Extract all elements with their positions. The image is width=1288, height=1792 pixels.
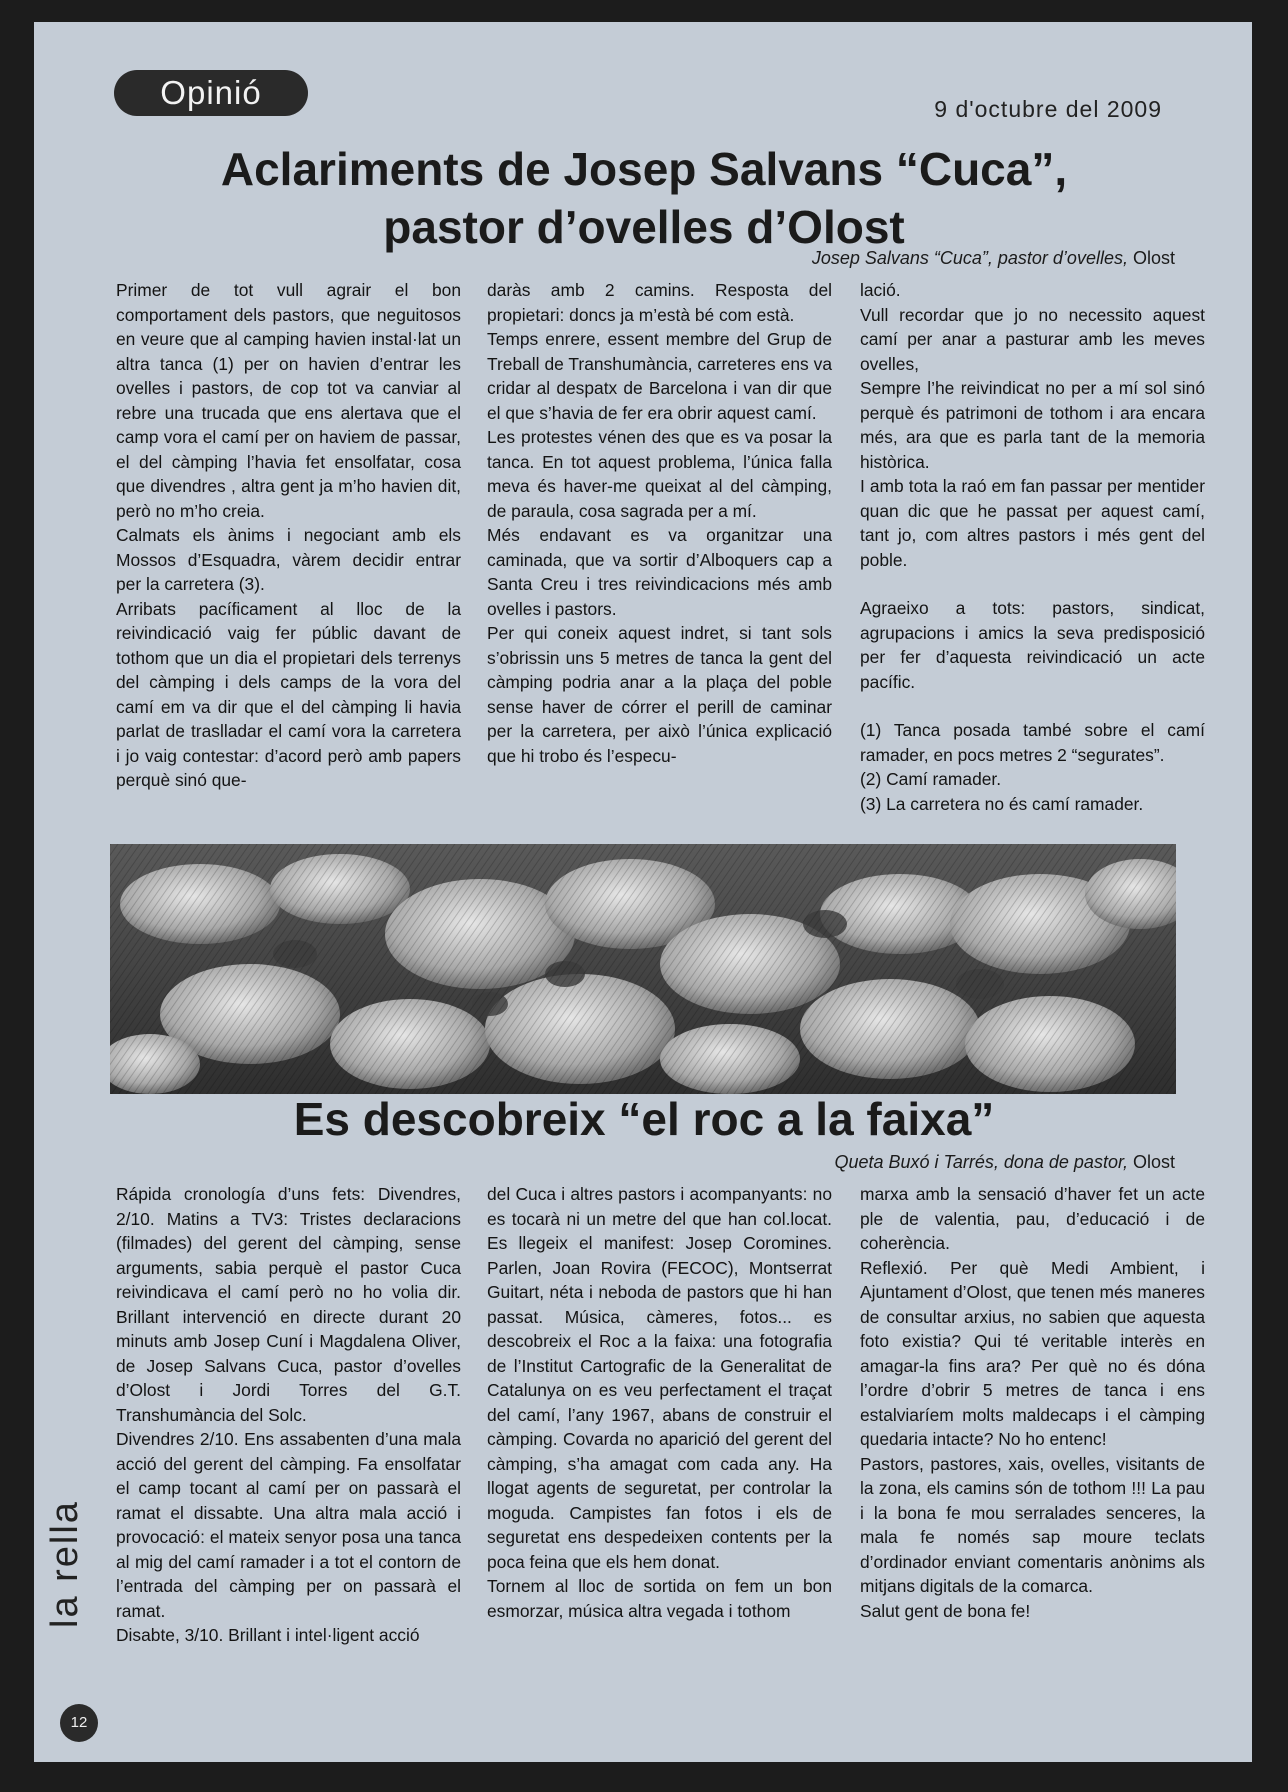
paragraph: Agraeixo a tots: pastors, sindicat, agrupacions i amics la seva predisposició per fer d’aquesta reivindicació un acte pacífic.	[860, 598, 1205, 692]
article2-column-3	[860, 1182, 1205, 1623]
article1-title-line2: pastor d’ovelles d’Olost	[383, 201, 905, 253]
article2-byline-place: Olost	[1132, 1152, 1175, 1172]
paragraph: lació.	[860, 280, 901, 300]
footnote: (2) Camí ramader.	[860, 769, 1002, 789]
paragraph: Primer de tot vull agrair el bon comportament dels pastors, que neguitosos en veure que al camping havien instal·lat un altra tanca (1) per on havien d’entrar les ovelles i pastors, de cop tot va canviar al rebre una trucada que ens alertava que el camp vora el camí per on haviem de passar, el del càmping l’havia fet ensolfatar, cosa que divendres , altra gent ja m’ho havien dit, però no m’ho creia.	[116, 280, 461, 521]
paragraph: Pastors, pastores, xais, ovelles, visitants de la zona, els camins són de tothom !!! La pau i la bona fe mou serralades senceres, la mala fe només sap moure teclats d’ordinador enviant comentaris anònims als mitjans digitals de la comarca.	[860, 1453, 1205, 1596]
paragraph: Les protestes vénen des que es va posar la tanca. En tot aquest problema, l’única falla meva és haver-me queixat al del càmping, de paraula, cosa sagrada per a mí.	[487, 427, 832, 521]
article1-title-line1: Aclariments de Josep Salvans “Cuca”,	[220, 143, 1068, 195]
page-number: 12	[60, 1704, 98, 1742]
article1-column-3	[860, 278, 1205, 816]
paragraph: Tornem al lloc de sortida on fem un bon esmorzar, música altra vegada i tothom	[487, 1576, 832, 1621]
issue-date: 9 d'octubre del 2009	[934, 96, 1162, 122]
publication-name: la rella	[44, 1500, 86, 1628]
paragraph: Temps enrere, essent membre del Grup de Treball de Transhumància, carreteres ens va cridar al despatx de Barcelona i van dir que el que s’havia de fer era obrir aquest camí.	[487, 329, 832, 423]
article1-byline-place: Olost	[1132, 248, 1175, 268]
paragraph: daràs amb 2 camins. Resposta del propietari: doncs ja m’està bé com està.	[487, 280, 832, 325]
article1-byline	[812, 248, 1175, 269]
footnote: (1) Tanca posada també sobre el camí ramader, en pocs metres 2 “segurates”.	[860, 720, 1205, 765]
article1-byline-role: Josep Salvans “Cuca”, pastor d’ovelles,	[811, 248, 1128, 268]
paragraph: del Cuca i altres pastors i acompanyants: no es tocarà ni un metre del que han col.locat. Es llegeix el manifest: Josep Coromines. Parlen, Joan Rovira (FECOC), Montserrat Guitart, néta i neboda de pastors que hi han passat. Música, càmeres, fotos... es descobreix el Roc a la faixa: una fotografia de l’Institut Cartografic de la Generalitat de Catalunya on es veu perfectament el traçat del camí, l’any 1967, abans de construir el càmping. Covarda no aparició del gerent del càmping, s’ha amagat com cada any. Ha llogat agents de seguretat, per controlar la moguda. Campistes fan fotos i els de seguretat ens despedeixen contents per la poca feina que els hem donat.	[487, 1184, 832, 1572]
paragraph: Salut gent de bona fe!	[860, 1600, 1031, 1621]
paragraph: Arribats pacíficament al lloc de la reivindicació vaig fer públic davant de tothom que un dia el propietari dels terrenys del càmping i dels camps de la vora del camí em va dir que el del càmping li havia parlat de traslladar el camí vora la carretera i jo vaig contestar: d’acord però amb papers perquè sinó que-	[116, 598, 461, 790]
sheep-flock-photo	[110, 844, 1176, 1094]
article2-headline: Es descobreix “el roc a la faixa”	[293, 1093, 995, 1145]
article2-column-1	[116, 1182, 461, 1648]
paragraph: Vull recordar que jo no necessito aquest camí per anar a pasturar amb les meves ovelles,	[860, 304, 1205, 374]
article2-byline	[834, 1152, 1175, 1173]
footnote: (3) La carretera no és camí ramader.	[860, 793, 1144, 814]
paragraph: Per qui coneix aquest indret, si tant sols s’obrissin uns 5 metres de tanca la gent del càmping podria anar a la plaça del poble sense haver de córrer el perill de caminar per la carretera, per això l’única explicació que hi trobo és l’especu-	[487, 623, 832, 766]
section-badge: Opinió	[114, 70, 308, 116]
paragraph: Divendres 2/10. Ens assabenten d’una mala acció del gerent del càmping. Fa ensolfatar el camp tocant al camí per on passarà el ramat el dissabte. Una altra mala acció i provocació: el mateix senyor posa una tanca al mig del camí ramader i a tot el contorn de l’entrada del càmping per on passarà el ramat.	[116, 1429, 461, 1621]
paragraph: Calmats els ànims i negociant amb els Mossos d’Esquadra, vàrem decidir entrar per la carretera (3).	[116, 525, 461, 594]
paragraph: marxa amb la sensació d’haver fet un acte ple de valentia, pau, d’educació i de coherència.	[860, 1184, 1205, 1253]
paragraph: Disabte, 3/10. Brillant i intel·ligent acció	[116, 1625, 420, 1645]
newspaper-page	[34, 22, 1252, 1762]
article2-byline-role: Queta Buxó i Tarrés, dona de pastor,	[834, 1152, 1128, 1172]
paragraph: Reflexió. Per què Medi Ambient, i Ajuntament d’Olost, que tenen més maneres de consultar arxius, no sabien que aquesta foto existia? Qui té veritable interès en amagar-la fins ara? Per què no és dóna l’ordre d’obrir 5 metres de tanca i ens estalviaríem molts maldecaps i el càmping quedaria intacte? No ho entenc!	[860, 1257, 1205, 1449]
paragraph: Més endavant es va organitzar una caminada, que va sortir d’Alboquers cap a Santa Creu i tres reivindicacions més amb ovelles i pastors.	[487, 525, 832, 619]
article1-headline	[114, 140, 1174, 256]
article1-column-2	[487, 278, 832, 768]
paragraph: Sempre l’he reivindicat no per a mí sol sinó perquè és patrimoni de tothom i ara encara més, ara que es parla tant de la memoria històrica.	[860, 378, 1205, 472]
paragraph: Rápida cronología d’uns fets: Divendres, 2/10. Matins a TV3: Tristes declaracions (filmades) del gerent del càmping, sense arguments, sabia perquè el pastor Cuca reivindicava el camí però no ho volia dir. Brillant intervenció en directe durant 20 minuts amb Josep Cuní i Magdalena Oliver, de Josep Salvans Cuca, pastor d’ovelles d’Olost i Jordi Torres del G.T. Transhumància del Solc.	[116, 1184, 461, 1425]
paragraph: I amb tota la raó em fan passar per mentider quan dic que he passat per aquest camí, tant jo, com altres pastors i més gent del poble.	[860, 476, 1205, 570]
article1-column-1	[116, 278, 461, 793]
article2-column-2	[487, 1182, 832, 1623]
